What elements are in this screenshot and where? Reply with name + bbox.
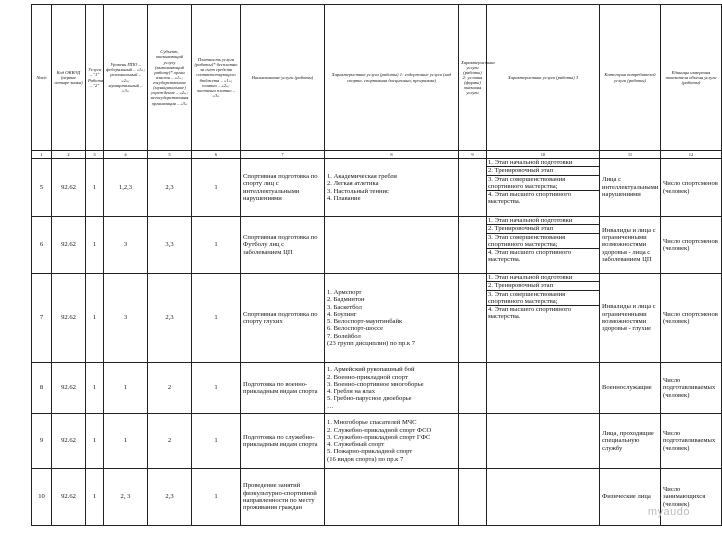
measure-unit: Число спортсменов (человек) bbox=[661, 217, 722, 274]
column-number: 7 bbox=[241, 151, 325, 159]
payment-type: 1 bbox=[192, 217, 241, 274]
content-item: 3. Военно-спортивное многоборье bbox=[327, 380, 424, 388]
payment-type: 1 bbox=[192, 274, 241, 363]
service-conditions bbox=[459, 363, 487, 414]
service-conditions bbox=[459, 159, 487, 217]
column-number: 5 bbox=[148, 151, 192, 159]
service-content bbox=[325, 217, 459, 274]
stage-item: 2. Тренировочный этап bbox=[487, 282, 599, 290]
okved-code: 92.62 bbox=[52, 414, 86, 469]
content-item: 3. Служебно-прикладной спорт ГФС bbox=[327, 433, 431, 441]
column-number: 11 bbox=[600, 151, 661, 159]
row-number: 10 bbox=[32, 469, 52, 526]
service-stages bbox=[487, 414, 600, 469]
service-name: Спортивная подготовка по спорту глухих bbox=[241, 274, 325, 363]
provider-subject: 2,3 bbox=[148, 469, 192, 526]
provider-subject: 2,3 bbox=[148, 159, 192, 217]
row-number: 8 bbox=[32, 363, 52, 414]
header-category: Категория потребителей услуги (работы) bbox=[600, 5, 661, 151]
service-name: Подготовка по военно-прикладным видам спорта bbox=[241, 363, 325, 414]
service-conditions bbox=[459, 469, 487, 526]
service-type: 1 bbox=[86, 469, 104, 526]
measure-unit: Число спортсменов (человек) bbox=[661, 159, 722, 217]
content-item: 1. Армейский рукопашный бой bbox=[327, 366, 415, 374]
provider-subject: 3,3 bbox=[148, 217, 192, 274]
ppo-level: 3 bbox=[104, 274, 148, 363]
service-stages bbox=[487, 217, 600, 274]
content-item: 4. Боулинг bbox=[327, 310, 357, 318]
stage-item: 1. Этап начальной подготовки bbox=[487, 159, 599, 167]
table-row bbox=[32, 414, 722, 469]
stage-item: 4. Этап высшего спортивного мастерства. bbox=[488, 191, 572, 206]
row-number: 7 bbox=[32, 274, 52, 363]
service-type: 1 bbox=[86, 363, 104, 414]
content-item: 2. Военно-прикладной спорт bbox=[327, 373, 408, 381]
content-item: 4. Гребля на ялах bbox=[327, 388, 376, 395]
okved-code: 92.62 bbox=[52, 217, 86, 274]
table-row bbox=[32, 363, 722, 414]
column-number: 9 bbox=[459, 151, 487, 159]
ppo-level: 2, 3 bbox=[104, 469, 148, 526]
header-content: Характеристика услуги (работы) 1: содержание услуги (вид спорта, спортивная дисциплина, программа) bbox=[325, 5, 459, 151]
payment-type: 1 bbox=[192, 414, 241, 469]
column-number: 10 bbox=[487, 151, 600, 159]
service-type: 1 bbox=[86, 217, 104, 274]
consumer-category: Военнослужащие bbox=[600, 363, 661, 414]
okved-code: 92.62 bbox=[52, 363, 86, 414]
stage-item: 4. Этап высшего спортивного мастерства. bbox=[488, 306, 572, 321]
content-item: (16 видов спорта) по пр.к 7 bbox=[327, 455, 404, 463]
service-stages bbox=[487, 363, 600, 414]
header-service-name: Наименование услуги (работы) bbox=[241, 5, 325, 151]
content-item: 5. Велоспорт-маунтинбайк bbox=[327, 318, 403, 325]
watermark-text: myaudo bbox=[647, 506, 690, 518]
payment-type: 1 bbox=[192, 363, 241, 414]
service-conditions bbox=[459, 414, 487, 469]
content-item: 6. Велоспорт-шоссе bbox=[327, 325, 384, 333]
service-name: Подготовка по служебно-прикладным видам спорта bbox=[241, 414, 325, 469]
service-stages bbox=[487, 159, 600, 217]
content-item: 3. Настольный теннис bbox=[327, 187, 389, 195]
content-item: 1. Академическая гребля bbox=[327, 173, 397, 180]
document-page bbox=[31, 4, 718, 526]
content-item: 2. Легкая атлетика bbox=[327, 180, 379, 188]
service-name: Спортивная подготовка по спорту лиц с интеллектуальными нарушениями bbox=[241, 159, 325, 217]
stage-item: 2. Тренировочный этап bbox=[487, 167, 599, 175]
content-item: (23 групп дисциплин) по пр.к 7 bbox=[327, 339, 416, 347]
row-number: 6 bbox=[32, 217, 52, 274]
okved-code: 92.62 bbox=[52, 274, 86, 363]
stage-item: 3. Этап совершенствования спортивного мастерства; bbox=[487, 234, 599, 250]
service-type: 1 bbox=[86, 159, 104, 217]
header-level: Уровень ППО – федеральный – «1»; региональный – «2»; муниципальный – «3» bbox=[104, 5, 148, 151]
content-item: 4. Служебный спорт bbox=[327, 441, 385, 448]
provider-subject: 2,3 bbox=[148, 274, 192, 363]
header-characteristic-3: Характеристика услуги (работы) 3 bbox=[487, 5, 600, 151]
stage-item: 1. Этап начальной подготовки bbox=[487, 217, 599, 225]
measure-unit: Число спортсменов (человек) bbox=[661, 274, 722, 363]
column-number: 12 bbox=[661, 151, 722, 159]
table-row bbox=[32, 159, 722, 217]
ppo-level: 3 bbox=[104, 217, 148, 274]
stage-item: 3. Этап совершенствования спортивного мастерства; bbox=[487, 176, 599, 192]
service-conditions bbox=[459, 217, 487, 274]
column-number: 6 bbox=[192, 151, 241, 159]
consumer-category: Лица с интеллектуальными нарушениями bbox=[600, 159, 661, 217]
measure-unit: Число подготавливаемых (человек) bbox=[661, 363, 722, 414]
services-table bbox=[31, 4, 722, 526]
table-row bbox=[32, 469, 722, 526]
provider-subject: 2 bbox=[148, 414, 192, 469]
service-stages bbox=[487, 469, 600, 526]
payment-type: 1 bbox=[192, 159, 241, 217]
header-num: №п/п bbox=[32, 5, 52, 151]
table-row bbox=[32, 217, 722, 274]
consumer-category: Лица, проходящие специальную службу bbox=[600, 414, 661, 469]
column-number: 3 bbox=[86, 151, 104, 159]
content-item: 2. Служебно-прикладной спорт ФСО bbox=[327, 426, 432, 434]
stage-item: 4. Этап высшего спортивного мастерства. bbox=[488, 249, 572, 264]
content-item: 1. Многоборье спасателей МЧС bbox=[327, 419, 417, 427]
service-content bbox=[325, 159, 459, 217]
content-item: 5. Пожарно-прикладной спорт bbox=[327, 448, 413, 456]
content-item: … bbox=[327, 402, 334, 410]
header-type: Услуга – "1" Работа – "2" bbox=[86, 5, 104, 151]
service-content bbox=[325, 274, 459, 363]
service-stages bbox=[487, 274, 600, 363]
content-item: 7. Волейбол bbox=[327, 332, 361, 340]
column-number: 4 bbox=[104, 151, 148, 159]
content-item: 1. Армспорт bbox=[327, 289, 362, 296]
content-item: 4. Плавание bbox=[327, 194, 361, 202]
content-item: 2. Бадминтон bbox=[327, 296, 365, 304]
consumer-category: Инвалиды и лица с ограниченными возможностями здоровья - лица с заболеванием ЦП bbox=[600, 217, 661, 274]
table-header-row bbox=[32, 5, 722, 151]
payment-type: 1 bbox=[192, 469, 241, 526]
header-okved: Код ОКВЭД (первые четыре знака) bbox=[52, 5, 86, 151]
provider-subject: 2 bbox=[148, 363, 192, 414]
service-type: 1 bbox=[86, 274, 104, 363]
service-conditions bbox=[459, 274, 487, 363]
measure-unit: Число подготавливаемых (человек) bbox=[661, 414, 722, 469]
ppo-level: 1 bbox=[104, 414, 148, 469]
header-subject: Субъект, оказывающий услугу (выполняющий работу)* орган власти – «1»; государственное (муниципальное) учреждение – «2»; негосударственная организация – «3» bbox=[148, 5, 192, 151]
row-number: 5 bbox=[32, 159, 52, 217]
column-number: 1 bbox=[32, 151, 52, 159]
header-conditions: Характеристика услуги (работы) 2: условия (формы) оказания услуги bbox=[459, 5, 487, 151]
service-name: Спортивная подготовка по Футболу лиц с заболеванием ЦП bbox=[241, 217, 325, 274]
consumer-category: Физические лица bbox=[600, 469, 661, 526]
stage-item: 2. Тренировочный этап bbox=[487, 225, 599, 233]
row-number: 9 bbox=[32, 414, 52, 469]
column-number: 8 bbox=[325, 151, 459, 159]
column-number-row bbox=[32, 151, 722, 159]
service-content bbox=[325, 414, 459, 469]
stage-item: 1. Этап начальной подготовки bbox=[487, 274, 599, 282]
header-paid: Платность услуги (работы)* бесплатно за счет средств соответствующего бюджета – «1»; платно – «2»; частично платно – «3» bbox=[192, 5, 241, 151]
okved-code: 92.62 bbox=[52, 469, 86, 526]
service-content bbox=[325, 363, 459, 414]
consumer-category: Инвалиды и лица с ограниченными возможностями здоровья - глухие bbox=[600, 274, 661, 363]
stage-item: 3. Этап совершенствования спортивного мастерства; bbox=[487, 291, 599, 307]
content-item: 3. Баскетбол bbox=[327, 303, 362, 311]
okved-code: 92.62 bbox=[52, 159, 86, 217]
column-number: 2 bbox=[52, 151, 86, 159]
service-type: 1 bbox=[86, 414, 104, 469]
ppo-level: 1,2,3 bbox=[104, 159, 148, 217]
header-unit: Единицы измерения показателя объема услуги (работы) bbox=[661, 5, 722, 151]
service-name: Проведение занятий физкультурно-спортивной направленности по месту проживания граждан bbox=[241, 469, 325, 526]
measure-unit: Число занимающихся (человек) bbox=[661, 469, 722, 526]
table-row bbox=[32, 274, 722, 363]
content-item: 5. Гребно-парусное двоеборье bbox=[327, 395, 412, 403]
ppo-level: 1 bbox=[104, 363, 148, 414]
service-content bbox=[325, 469, 459, 526]
